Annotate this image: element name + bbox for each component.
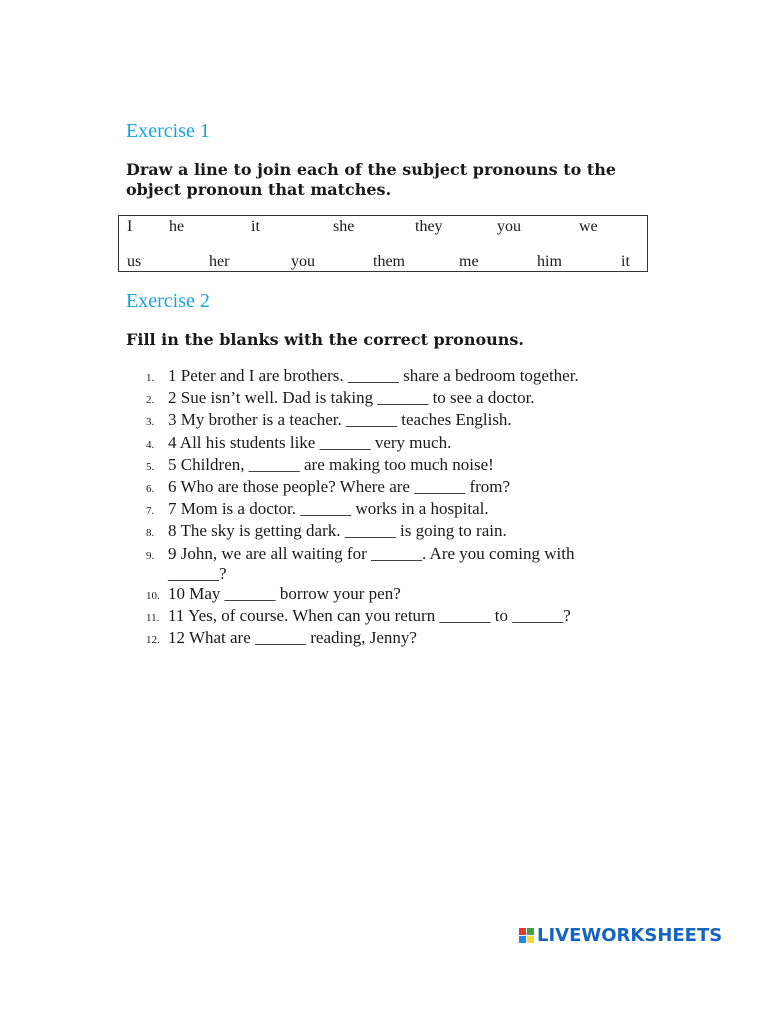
object-pronoun[interactable]: us [127, 253, 142, 270]
subject-pronoun[interactable]: they [415, 218, 443, 235]
question-item [146, 499, 628, 521]
question-item [146, 455, 628, 477]
question-text[interactable]: 3 My brother is a teacher. ______ teaches English. [168, 410, 512, 430]
question-text[interactable]: 4 All his students like ______ very much. [168, 432, 452, 452]
brand-name: LIVEWORKSHEETS [537, 925, 723, 946]
question-number: 1. [146, 372, 155, 384]
exercise-1-instruction: Draw a line to join each of the subject pronouns to the object pronoun that matches. [126, 160, 617, 199]
question-text[interactable]: 8 The sky is getting dark. ______ is going to rain. [168, 521, 507, 541]
liveworksheets-logo [519, 925, 722, 946]
logo-square [527, 928, 534, 935]
logo-square [519, 936, 526, 943]
logo-square [519, 928, 526, 935]
question-number: 10. [146, 590, 160, 603]
question-item [146, 606, 628, 628]
question-item [146, 388, 628, 410]
object-pronoun[interactable]: her [209, 253, 230, 270]
pronoun-matching-box [118, 215, 648, 272]
question-text[interactable]: 6 Who are those people? Where are ______ from? [168, 477, 511, 497]
object-pronoun[interactable]: you [291, 253, 315, 270]
question-number: 5. [146, 460, 155, 473]
question-text[interactable]: 10 May ______ borrow your pen? [168, 584, 401, 604]
question-item [146, 477, 628, 499]
question-text[interactable]: 12 What are ______ reading, Jenny? [168, 628, 417, 648]
question-number: 9. [146, 549, 155, 562]
question-list [146, 366, 628, 651]
object-pronoun[interactable]: them [373, 253, 405, 270]
subject-pronoun[interactable]: you [497, 218, 521, 235]
question-number: 8. [146, 527, 155, 540]
subject-pronoun[interactable]: it [251, 218, 260, 235]
exercise-1-title: Exercise 1 [126, 120, 210, 142]
subject-pronoun[interactable]: she [333, 218, 355, 235]
question-text[interactable]: 2 Sue isn’t well. Dad is taking ______ to see a doctor. [168, 388, 535, 408]
question-item [146, 544, 628, 584]
question-item [146, 366, 628, 388]
question-text[interactable]: 7 Mom is a doctor. ______ works in a hospital. [168, 499, 489, 519]
liveworksheets-logo-icon [519, 928, 534, 943]
logo-square [527, 936, 534, 943]
question-item [146, 628, 628, 650]
question-text[interactable]: 5 Children, ______ are making too much noise! [168, 454, 494, 474]
question-number: 6. [146, 483, 155, 496]
question-item [146, 410, 628, 432]
question-number: 4. [146, 438, 155, 451]
object-pronoun[interactable]: me [459, 253, 479, 270]
object-pronoun[interactable]: him [537, 253, 562, 270]
subject-pronoun[interactable]: I [127, 218, 133, 235]
question-item [146, 584, 628, 606]
question-text[interactable]: 9 John, we are all waiting for ______. Are you coming with ______? [168, 543, 575, 583]
subject-pronoun[interactable]: we [579, 218, 598, 235]
question-item [146, 433, 628, 455]
question-item [146, 521, 628, 543]
question-number: 11. [146, 612, 160, 625]
question-text[interactable]: 11 Yes, of course. When can you return ______ to ______? [168, 606, 571, 626]
question-number: 12. [146, 634, 160, 647]
exercise-2-title: Exercise 2 [126, 290, 210, 312]
object-pronoun[interactable]: it [621, 253, 630, 270]
subject-pronoun[interactable]: he [169, 218, 185, 235]
question-number: 2. [146, 394, 155, 407]
question-text[interactable]: 1 Peter and I are brothers. ______ share a bedroom together. [168, 366, 579, 385]
question-number: 7. [146, 505, 155, 518]
question-number: 3. [146, 416, 155, 429]
exercise-2-instruction: Fill in the blanks with the correct pronouns. [126, 330, 524, 349]
